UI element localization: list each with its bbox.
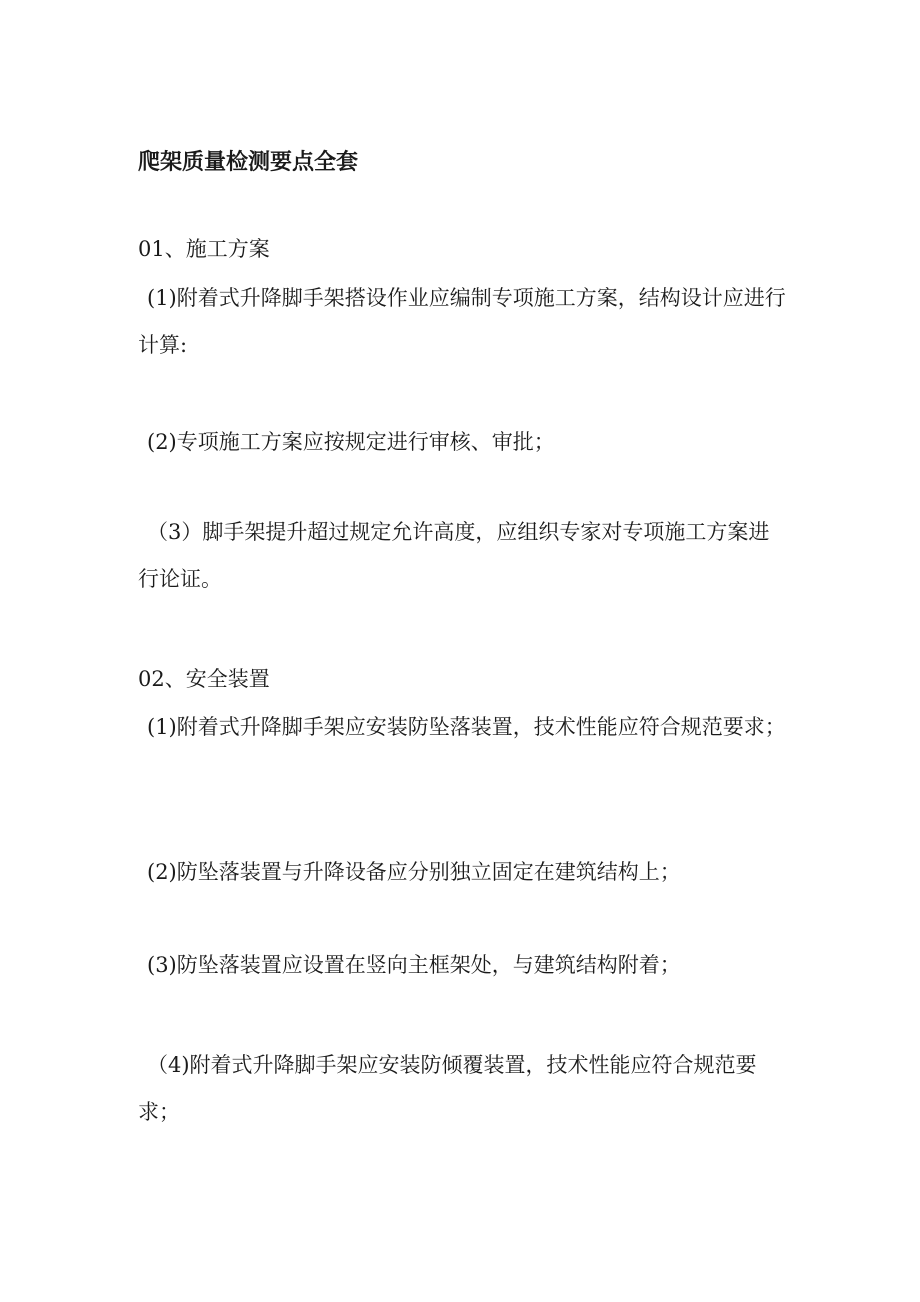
list-item: （4)附着式升降脚手架应安装防倾覆装置，技术性能应符合规范要求； <box>138 1053 757 1124</box>
list-item: (1)附着式升降脚手架应安装防坠落装置，技术性能应符合规范要求； <box>147 715 786 739</box>
list-item: (1)附着式升降脚手架搭设作业应编制专项施工方案，结构设计应进行计算: <box>138 286 786 357</box>
list-item: (2)防坠落装置与升降设备应分别独立固定在建筑结构上； <box>147 860 681 884</box>
list-item: (2)专项施工方案应按规定进行审核、审批； <box>147 430 555 454</box>
list-item: (3)防坠落装置应设置在竖向主框架处，与建筑结构附着； <box>147 953 681 977</box>
document-title: 爬架质量检测要点全套 <box>138 149 359 175</box>
list-item: （3）脚手架提升超过规定允许高度，应组织专家对专项施工方案进行论证。 <box>138 520 770 591</box>
section-heading-safety-devices: 02、安全装置 <box>138 667 270 691</box>
section-heading-construction-plan: 01、施工方案 <box>138 237 270 261</box>
